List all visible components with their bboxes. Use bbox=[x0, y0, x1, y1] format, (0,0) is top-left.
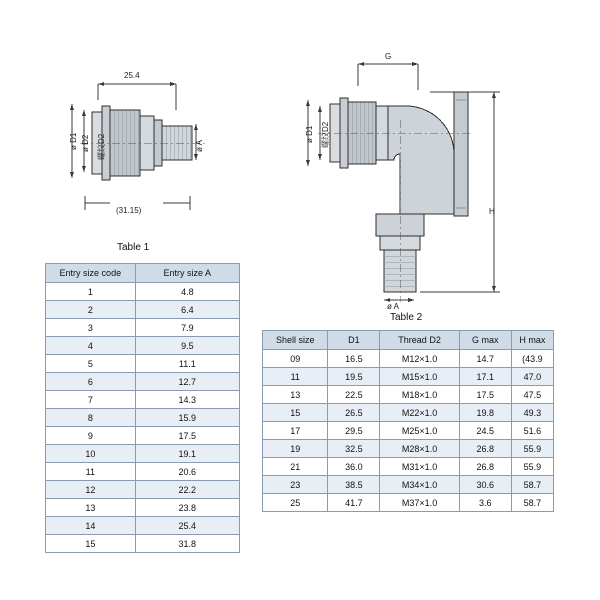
col-entry-size-a: Entry size A bbox=[135, 264, 239, 283]
table-cell: 12 bbox=[46, 481, 136, 499]
table-cell: (43.9 bbox=[511, 350, 553, 368]
col-d1: D1 bbox=[328, 331, 380, 350]
col-entry-size-code: Entry size code bbox=[46, 264, 136, 283]
table-cell: 11 bbox=[46, 463, 136, 481]
table-cell: 36.0 bbox=[328, 458, 380, 476]
table-row bbox=[46, 301, 240, 319]
table-cell: 4.8 bbox=[135, 283, 239, 301]
table-cell: 58.7 bbox=[511, 476, 553, 494]
table-cell: 17.1 bbox=[459, 368, 511, 386]
table-cell: 14 bbox=[46, 517, 136, 535]
table-row bbox=[46, 355, 240, 373]
table-cell: 5 bbox=[46, 355, 136, 373]
table-row bbox=[46, 319, 240, 337]
table-cell: M31×1.0 bbox=[380, 458, 460, 476]
dim-thread-d2-straight: 螺纹D2 bbox=[97, 133, 106, 160]
table-cell: 3.6 bbox=[459, 494, 511, 512]
table-row bbox=[263, 494, 554, 512]
table-cell: 23.8 bbox=[135, 499, 239, 517]
table-cell: 12.7 bbox=[135, 373, 239, 391]
table2-caption: Table 2 bbox=[390, 312, 423, 323]
table-cell: 30.6 bbox=[459, 476, 511, 494]
dim-entry-a-elbow: ø A bbox=[387, 302, 400, 311]
dim-d1-elbow: ø D1 bbox=[305, 125, 314, 143]
table-cell: 13 bbox=[263, 386, 328, 404]
table-row bbox=[46, 445, 240, 463]
table-row bbox=[263, 422, 554, 440]
table-cell: 41.7 bbox=[328, 494, 380, 512]
entry-size-table bbox=[45, 263, 240, 553]
table-cell: 16.5 bbox=[328, 350, 380, 368]
table-cell: 10 bbox=[46, 445, 136, 463]
table-cell: 6.4 bbox=[135, 301, 239, 319]
table-row bbox=[46, 427, 240, 445]
table-cell: 17.5 bbox=[135, 427, 239, 445]
table-row bbox=[263, 440, 554, 458]
table-cell: 22.2 bbox=[135, 481, 239, 499]
table-cell: 1 bbox=[46, 283, 136, 301]
table-cell: 19 bbox=[263, 440, 328, 458]
table-row bbox=[263, 386, 554, 404]
table-cell: 14.3 bbox=[135, 391, 239, 409]
table-cell: 19.5 bbox=[328, 368, 380, 386]
dim-g-elbow: G bbox=[385, 52, 392, 61]
table-cell: M22×1.0 bbox=[380, 404, 460, 422]
table-cell: 26.8 bbox=[459, 440, 511, 458]
col-thread-d2: Thread D2 bbox=[380, 331, 460, 350]
table-cell: M12×1.0 bbox=[380, 350, 460, 368]
table-cell: 9 bbox=[46, 427, 136, 445]
table-cell: 58.7 bbox=[511, 494, 553, 512]
dim-h-elbow: H bbox=[489, 207, 495, 216]
table-cell: M15×1.0 bbox=[380, 368, 460, 386]
table-cell: 7 bbox=[46, 391, 136, 409]
table2-body bbox=[263, 350, 554, 512]
table-cell: 24.5 bbox=[459, 422, 511, 440]
table-cell: 19.1 bbox=[135, 445, 239, 463]
dim-thread-d2-elbow: 螺纹D2 bbox=[321, 121, 330, 148]
table-cell: 11.1 bbox=[135, 355, 239, 373]
table-cell: 2 bbox=[46, 301, 136, 319]
table-cell: 55.9 bbox=[511, 458, 553, 476]
table-cell: M34×1.0 bbox=[380, 476, 460, 494]
col-g-max: G max bbox=[459, 331, 511, 350]
table-cell: 49.3 bbox=[511, 404, 553, 422]
table-cell: 25.4 bbox=[135, 517, 239, 535]
table-cell: M18×1.0 bbox=[380, 386, 460, 404]
shell-size-table bbox=[262, 330, 554, 512]
table-row bbox=[46, 481, 240, 499]
table1-body bbox=[46, 283, 240, 553]
table-cell: 55.9 bbox=[511, 440, 553, 458]
table-row bbox=[263, 368, 554, 386]
table-cell: 17 bbox=[263, 422, 328, 440]
table-cell: 21 bbox=[263, 458, 328, 476]
table-cell: 11 bbox=[263, 368, 328, 386]
col-h-max: H max bbox=[511, 331, 553, 350]
table-cell: 4 bbox=[46, 337, 136, 355]
table-row bbox=[46, 373, 240, 391]
table-cell: 23 bbox=[263, 476, 328, 494]
table-row bbox=[46, 409, 240, 427]
table-row bbox=[46, 463, 240, 481]
table-cell: M28×1.0 bbox=[380, 440, 460, 458]
table-row bbox=[263, 350, 554, 368]
table-cell: 22.5 bbox=[328, 386, 380, 404]
table-cell: 25 bbox=[263, 494, 328, 512]
table-cell: 31.8 bbox=[135, 535, 239, 553]
table-cell: 7.9 bbox=[135, 319, 239, 337]
table-cell: 15 bbox=[46, 535, 136, 553]
col-shell-size: Shell size bbox=[263, 331, 328, 350]
table-cell: 15 bbox=[263, 404, 328, 422]
table-cell: 8 bbox=[46, 409, 136, 427]
table-header-row bbox=[46, 264, 240, 283]
dim-d2-straight: ø D2 bbox=[81, 134, 90, 152]
table-row bbox=[263, 458, 554, 476]
table-row bbox=[263, 404, 554, 422]
table-cell: M37×1.0 bbox=[380, 494, 460, 512]
dim-entry-a-straight: ø A bbox=[195, 139, 204, 152]
table-cell: M25×1.0 bbox=[380, 422, 460, 440]
table-row bbox=[46, 535, 240, 553]
dim-bracket-length: (31.15) bbox=[116, 206, 142, 215]
table-row bbox=[263, 476, 554, 494]
table-cell: 3 bbox=[46, 319, 136, 337]
table-cell: 20.6 bbox=[135, 463, 239, 481]
table-cell: 26.5 bbox=[328, 404, 380, 422]
table-row bbox=[46, 391, 240, 409]
table-cell: 29.5 bbox=[328, 422, 380, 440]
table-cell: 51.6 bbox=[511, 422, 553, 440]
table-cell: 38.5 bbox=[328, 476, 380, 494]
table-cell: 47.0 bbox=[511, 368, 553, 386]
table-cell: 14.7 bbox=[459, 350, 511, 368]
table-cell: 09 bbox=[263, 350, 328, 368]
table-row bbox=[46, 337, 240, 355]
table-row bbox=[46, 499, 240, 517]
table-cell: 32.5 bbox=[328, 440, 380, 458]
table-cell: 15.9 bbox=[135, 409, 239, 427]
table1-caption: Table 1 bbox=[117, 242, 150, 253]
table-cell: 6 bbox=[46, 373, 136, 391]
table-cell: 47.5 bbox=[511, 386, 553, 404]
table-cell: 19.8 bbox=[459, 404, 511, 422]
table-cell: 17.5 bbox=[459, 386, 511, 404]
table-cell: 9.5 bbox=[135, 337, 239, 355]
table-cell: 13 bbox=[46, 499, 136, 517]
dim-d1-straight: ø D1 bbox=[69, 132, 78, 150]
table-row bbox=[46, 283, 240, 301]
table-row bbox=[46, 517, 240, 535]
table-header-row bbox=[263, 331, 554, 350]
dim-overall-length: 25.4 bbox=[124, 71, 140, 80]
table-cell: 26.8 bbox=[459, 458, 511, 476]
